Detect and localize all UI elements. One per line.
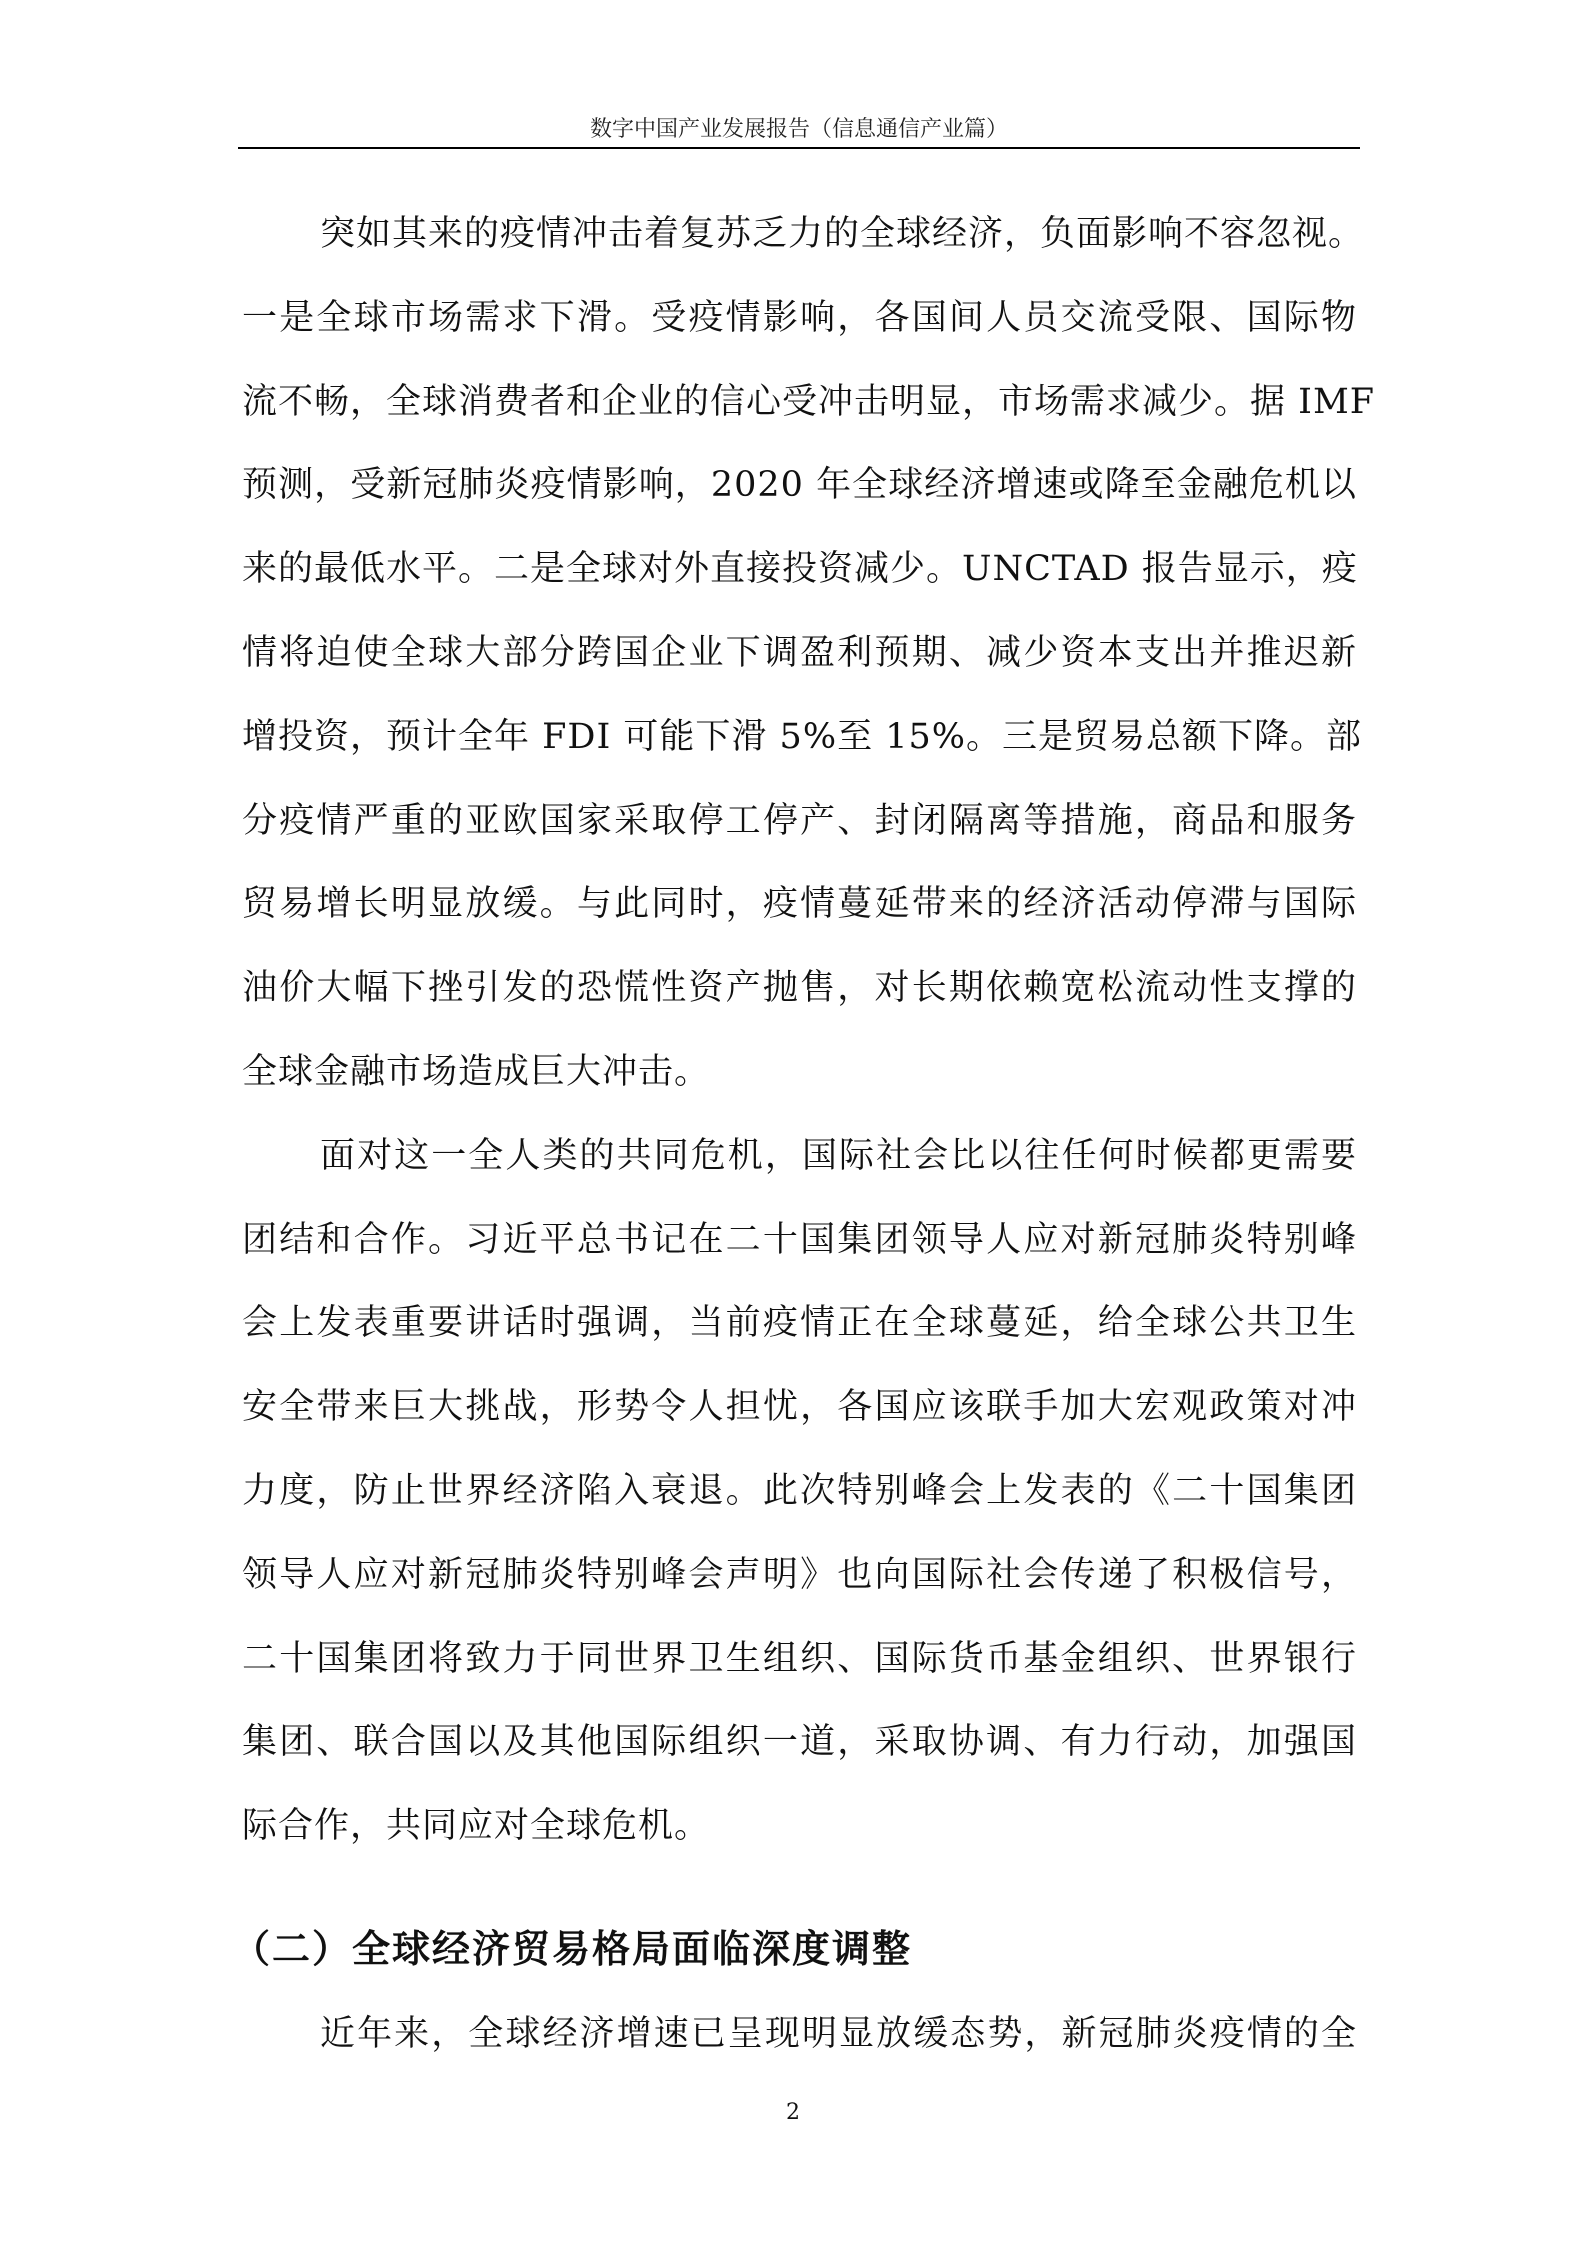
text-line: 油价大幅下挫引发的恐慌性资产抛售，对长期依赖宽松流动性支撑的: [242, 968, 1357, 1009]
text-line: 预测，受新冠肺炎疫情影响，2020 年全球经济增速或降至金融危机以: [242, 465, 1357, 506]
text-line: 一是全球市场需求下滑。受疫情影响，各国间人员交流受限、国际物: [242, 297, 1357, 338]
section-heading: [232, 1918, 913, 1973]
text-line: 分疫情严重的亚欧国家采取停工停产、封闭隔离等措施，商品和服务: [242, 800, 1357, 841]
text-line: 集团、联合国以及其他国际组织一道，采取协调、有力行动，加强国: [242, 1722, 1357, 1763]
text-line: 情将迫使全球大部分跨国企业下调盈利预期、减少资本支出并推迟新: [242, 632, 1357, 673]
text-line: 面对这一全人类的共同危机，国际社会比以往任何时候都更需要: [320, 1135, 1357, 1176]
text-line: 全球金融市场造成巨大冲击。: [242, 1051, 711, 1092]
text-line: 流不畅，全球消费者和企业的信心受冲击明显，市场需求减少。据 IMF: [242, 381, 1376, 422]
paragraph-2: [242, 1115, 1357, 1869]
text-line: 领导人应对新冠肺炎特别峰会声明》也向国际社会传递了积极信号，: [242, 1554, 1357, 1595]
text-line: 二十国集团将致力于同世界卫生组织、国际货币基金组织、世界银行: [242, 1638, 1357, 1679]
text-line: 贸易增长明显放缓。与此同时，疫情蔓延带来的经济活动停滞与国际: [242, 884, 1357, 925]
text-line: 增投资，预计全年 FDI 可能下滑 5%至 15%。三是贸易总额下降。部: [242, 716, 1362, 757]
text-line: 突如其来的疫情冲击着复苏乏力的全球经济，负面影响不容忽视。: [320, 214, 1365, 254]
text-line: 际合作，共同应对全球危机。: [242, 1806, 711, 1847]
text-line: 安全带来巨大挑战，形势令人担忧，各国应该联手加大宏观政策对冲: [242, 1387, 1357, 1428]
section-number: （二）: [232, 1927, 353, 1971]
header-rule: [238, 147, 1360, 149]
page-number: 2: [786, 2100, 800, 2125]
text-line: 团结和合作。习近平总书记在二十国集团领导人应对新冠肺炎特别峰: [242, 1219, 1357, 1260]
text-line: 近年来，全球经济增速已呈现明显放缓态势，新冠肺炎疫情的全: [320, 2014, 1357, 2054]
section-title: 全球经济贸易格局面临深度调整: [352, 1927, 913, 1971]
paragraph-1: [242, 193, 1376, 1115]
text-line: 会上发表重要讲话时强调，当前疫情正在全球蔓延，给全球公共卫生: [242, 1303, 1357, 1344]
text-line: 力度，防止世界经济陷入衰退。此次特别峰会上发表的《二十国集团: [242, 1470, 1357, 1511]
running-header: 数字中国产业发展报告（信息通信产业篇）: [589, 117, 1008, 142]
paragraph-3: [242, 1993, 1357, 2077]
text-line: 来的最低水平。二是全球对外直接投资减少。UNCTAD 报告显示，疫: [242, 549, 1358, 590]
body-text: [242, 193, 1376, 1869]
